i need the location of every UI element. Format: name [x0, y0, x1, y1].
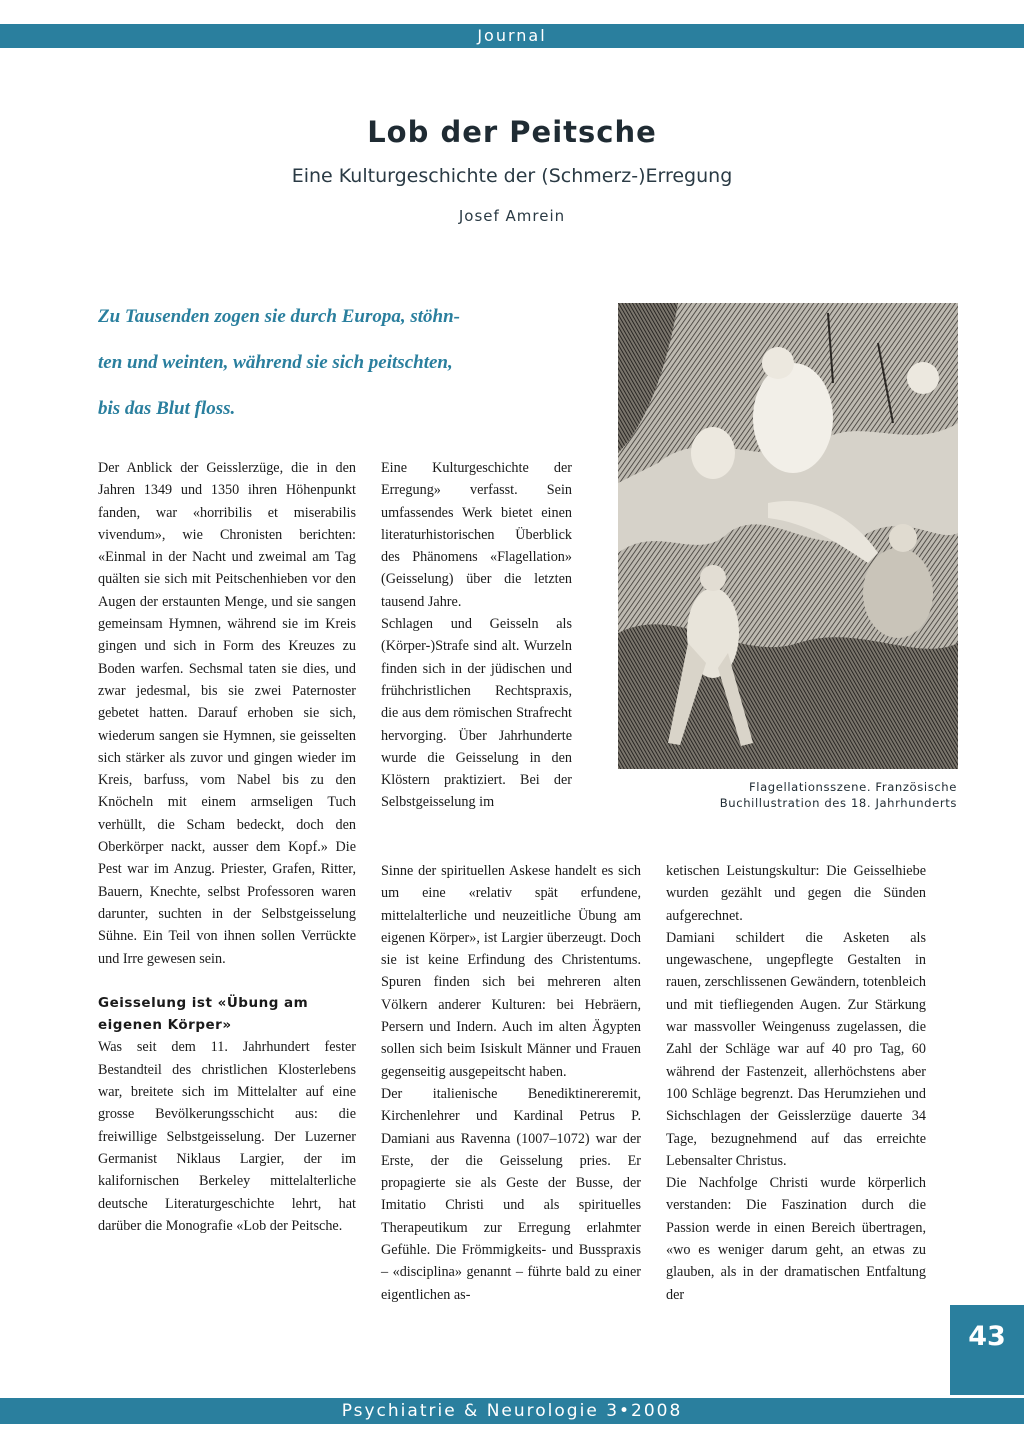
body-paragraph: Schlagen und Geisseln als (Körper-)Strafe sind alt. Wurzeln finden sich in der jüdischen und frühchristlichen Rechtspraxis, die aus dem römischen Strafrecht hervorging. Über Jahrhunderte wurde die Geisselung in den Klöstern praktiziert. Bei der Selbstgeisselung im — [381, 616, 572, 811]
body-paragraph: Der Anblick der Geisslerzüge, die in den Jahren 1349 und 1350 ihren Höhenpunkt fanden, war «horribilis et miserabilis vivendum», wie Chronisten berichten: «Einmal in der Nacht und zweimal am Tag quälten sie sich mit Peitschenhieben vor den Augen der erstaunten Menge, und sie sangen gemeinsam Hymnen, während sie im Kreis gingen und sich in Form des Kreuzes zu Boden warfen. Sechsmal taten sie dies, und zwar jedesmal, bis sie zwei Paternoster gebetet hatten. Darauf erhoben sie sich, wiederum sangen sie Hymnen, sie geisselten sich stärker als zuvor und gingen wieder im Kreis, barfuss, vom Nabel bis zu den Knöcheln mit einem armseligen Tuch verhüllt, die Scham bedeckt, doch den Oberkörper nackt, ausser dem Kopf.» Die Pest war im Anzug. Priester, Grafen, Ritter, Bauern, Knechte, selbst Professoren waren darunter, suchten in der Selbstgeisselung Sühne. Ein Teil von ihnen sollen Verrückte und Irre gewesen sein. — [98, 460, 356, 967]
article-title: Lob der Peitsche — [367, 115, 657, 149]
lead-line: ten und weinten, während sie sich peitschten, — [98, 352, 453, 373]
article-subtitle: Eine Kulturgeschichte der (Schmerz-)Erregung — [291, 165, 733, 187]
body-paragraph: ketischen Leistungskultur: Die Geisselhiebe wurden gezählt und gegen die Sünden aufgerechnet. — [666, 863, 926, 924]
journal-footer-bar — [0, 1398, 1024, 1424]
lead-paragraph — [98, 294, 568, 432]
section-heading: Geisselung ist «Übung am eigenen Körper» — [98, 994, 309, 1034]
text-column-3 — [666, 860, 926, 1306]
journal-name: Psychiatrie & Neurologie 3•2008 — [341, 1401, 683, 1421]
caption-line: Flagellationsszene. Französische — [749, 780, 957, 794]
text-column-1 — [98, 457, 356, 1237]
section-label: Journal — [477, 26, 547, 45]
figure-caption — [610, 779, 957, 811]
text-column-2-top — [381, 457, 572, 814]
engraving-image — [618, 303, 958, 769]
body-paragraph: Eine Kulturgeschichte der Erregung» verfasst. Sein umfassendes Werk bietet einen literaturhistorischen Überblick des Phänomens «Flagellation» (Geisselung) über die letzten tausend Jahre. — [381, 460, 572, 610]
text-column-2-bottom — [381, 860, 641, 1306]
caption-line: Buchillustration des 18. Jahrhunderts — [719, 796, 957, 810]
page-number-tab — [950, 1305, 1024, 1395]
lead-line: bis das Blut floss. — [98, 398, 236, 419]
journal-header-bar — [0, 24, 1024, 48]
body-paragraph: Sinne der spirituellen Askese handelt es sich um eine «relativ spät erfundene, mittelalterliche und neuzeitliche Übung am eigenen Körper», ist Largier überzeugt. Doch sie ist keine Erfindung des Christentums. Spuren finden sich bei mehreren alten Völkern anderer Kulturen: bei Hebräern, Persern und Indern. Auch im alten Ägypten sollen sich beim Isiskult Männer und Frauen gegenseitig ausgepeitscht haben. — [381, 863, 641, 1080]
body-paragraph: Der italienische Benediktinereremit, Kirchenlehrer und Kardinal Petrus P. Damiani aus Ravenna (1007–1072) war der Erste, der die Geisselung pries. Er propagierte sie als Geste der Busse, der Imitatio Christi und als spirituelles Therapeutikum zur Erregung erlahmter Gefühle. Die Frömmigkeits- und Busspraxis – «disciplina» genannt – führte bald zu einer eigentlichen as- — [381, 1085, 641, 1303]
page-number: 43 — [968, 1321, 1006, 1352]
flagellation-illustration — [618, 303, 958, 769]
body-paragraph: Damiani schildert die Asketen als ungewaschene, ungepflegte Gestalten in rauen, zerschlissenen Gewändern, totenbleich und mit tiefliegenden Augen. Zur Stärkung war massvoller Weingenuss zugelassen, die Zahl der Schläge war auf 40 pro Tag, 60 während der Fastenzeit, allerhöchstens aber 100 Schläge begrenzt. Das Herumziehen und Sichschlagen der Geisslerzüge dauerte 34 Tage, bezugnehmend auf das erreichte Lebensalter Christus. — [666, 929, 926, 1169]
body-paragraph: Was seit dem 11. Jahrhundert fester Bestandteil des christlichen Klosterlebens war, breitete sich im Mittelalter auf eine grosse Bevölkerungsschicht aus: die freiwillige Selbstgeisselung. Der Luzerner Germanist Niklaus Largier, der im kalifornischen Berkeley mittelalterliche deutsche Literaturgeschichte lehrt, hat darüber die Monografie «Lob der Peitsche. — [98, 1039, 356, 1234]
lead-line: Zu Tausenden zogen sie durch Europa, stöhn- — [98, 306, 460, 327]
body-paragraph: Die Nachfolge Christi wurde körperlich verstanden: Die Faszination durch die Passion werde in einen Bereich übertragen, «wo es weniger darum geht, an etwas zu glauben, als in der dramatischen Entfaltung der — [666, 1175, 926, 1303]
article-author: Josef Amrein — [458, 207, 566, 225]
